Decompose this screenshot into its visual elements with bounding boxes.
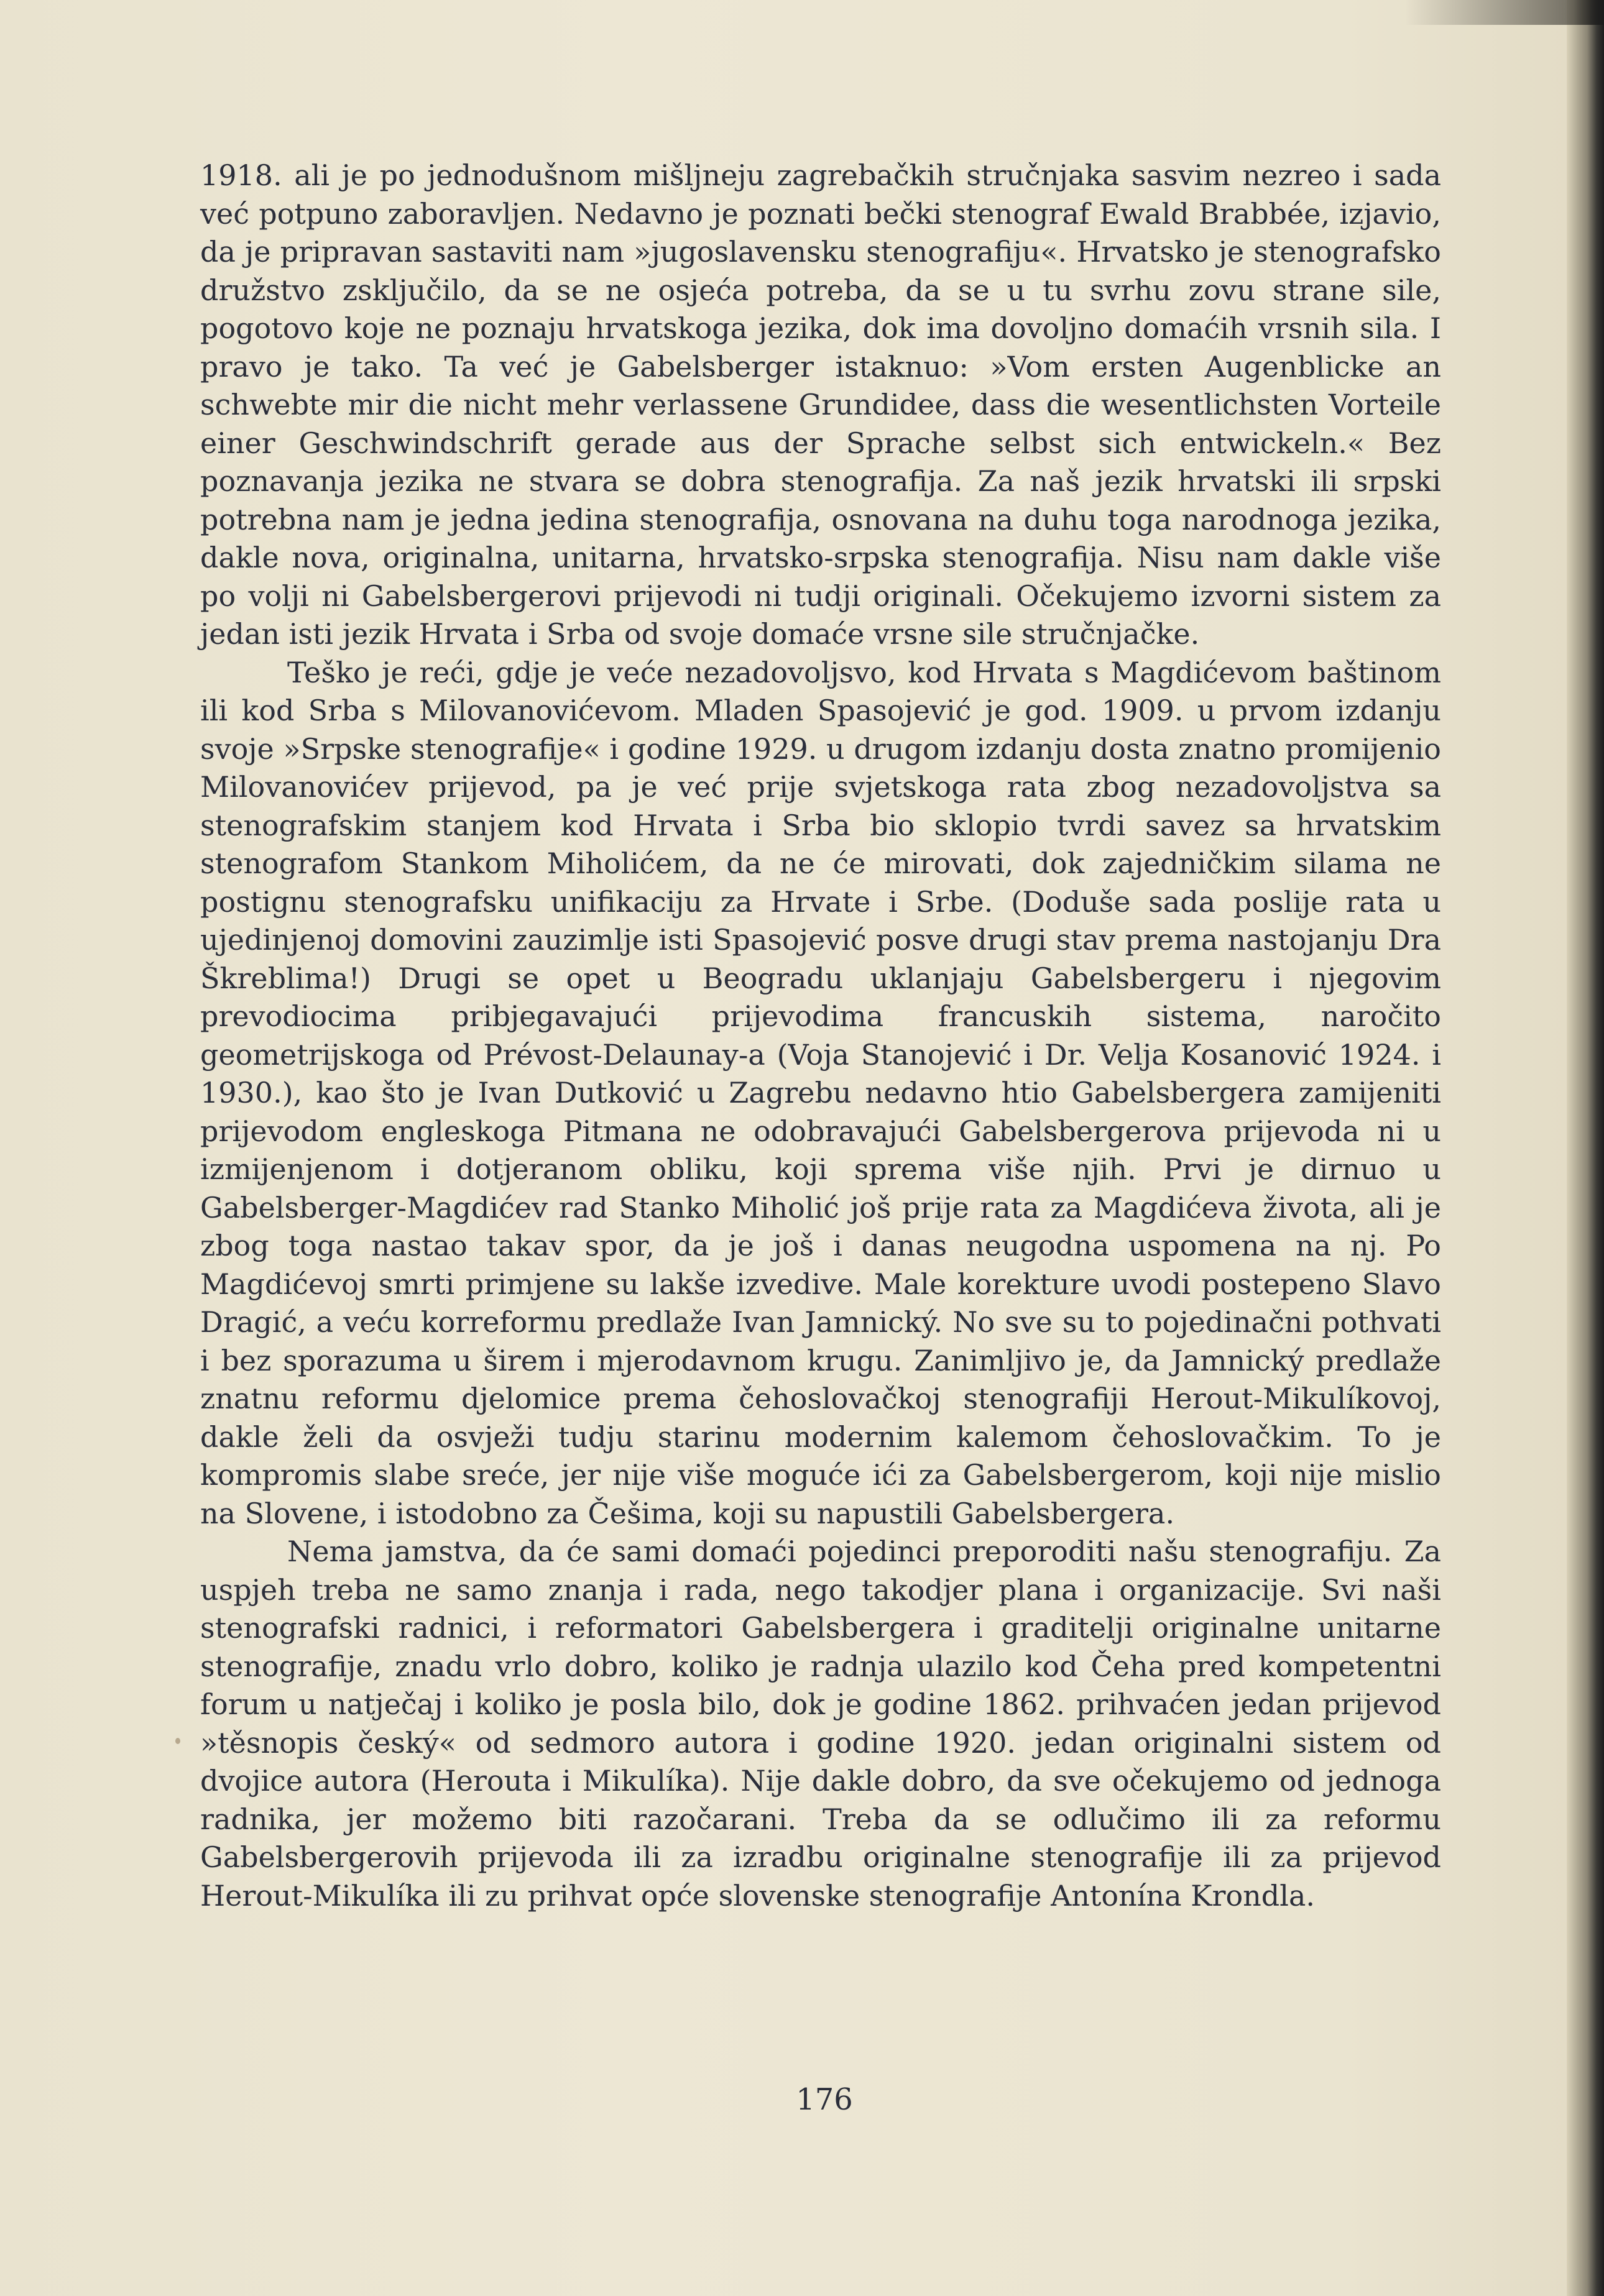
page-edge-shadow xyxy=(1567,0,1604,2296)
paragraph-1: 1918. ali je po jednodušnom mišljneju zagrebačkih stručnjaka sasvim nezreo i sada već potpuno zaboravljen. Nedavno je poznati bečki stenograf Ewald Brabbée, izjavio, da je pripravan sastaviti nam »jugoslavensku stenografiju«. Hrvatsko je stenografsko družstvo zsključilo, da se ne osjeća potreba, da se u tu svrhu zovu strane sile, pogotovo koje ne poznaju hrvatskoga jezika, dok ima dovoljno domaćih vrsnih sila. I pravo je tako. Ta već je Gabelsberger istaknuo: »Vom ersten Augenblicke an schwebte mir die nicht mehr verlassene Grundidee, dass die wesentlichsten Vorteile einer Geschwindschrift gerade aus der Sprache selbst sich entwickeln.« Bez poznavanja jezika ne stvara se dobra stenografija. Za naš jezik hrvatski ili srpski potrebna nam je jedna jedina stenografija, osnovana na duhu toga narodnoga jezika, dakle nova, originalna, unitarna, hrvatsko-srpska stenografija. Nisu nam dakle više po volji ni Gabelsbergerovi prijevodi ni tudji originali. Očekujemo izvorni sistem za jedan isti jezik Hrvata i Srba od svoje domaće vrsne sile stručnjačke. xyxy=(200,158,1441,651)
top-corner-shadow xyxy=(1405,0,1604,25)
paragraph-2: Teško je reći, gdje je veće nezadovoljsvo, kod Hrvata s Magdićevom baštinom ili kod Srba s Milovanovićevom. Mladen Spasojević je god. 1909. u prvom izdanju svoje »Srpske stenografije« i godine 1929. u drugom izdanju dosta znatno promijenio Milovanovićev prijevod, pa je već prije svjetskoga rata zbog nezadovoljstva sa stenografskim stanjem kod Hrvata i Srba bio sklopio tvrdi savez sa hrvatskim stenografom Stankom Miholićem, da ne će mirovati, dok zajedničkim silama ne postignu stenografsku unifikaciju za Hrvate i Srbe. (Doduše sada poslije rata u ujedinjenoj domovini zauzimlje isti Spasojević posve drugi stav prema nastojanju Dra Škreblima!) Drugi se opet u Beogradu uklanjaju Gabelsbergeru i njegovim prevodiocima pribjegavajući prijevodima francuskih sistema, naročito geometrijskoga od Prévost-Delaunay-a (Voja Stanojević i Dr. Velja Kosanović 1924. i 1930.), kao što je Ivan Dutković u Zagrebu nedavno htio Gabelsbergera zamijeniti prijevodom engleskoga Pitmana ne odobravajući Gabelsbergerova prijevoda ni u izmijenjenom i dotjeranom obliku, koji sprema više njih. Prvi je dirnuo u Gabelsberger-Magdićev rad Stanko Miholić još prije rata za Magdićeva života, ali je zbog toga nastao takav spor, da je još i danas neugodna uspomena na nj. Po Magdićevoj smrti primjene su lakše izvedive. Male korekture uvodi postepeno Slavo Dragić, a veću korreformu predlaže Ivan Jamnický. No sve su to pojedinačni pothvati i bez sporazuma u širem i mjerodavnom krugu. Zanimljivo je, da Jamnický predlaže znatnu reformu djelomice prema čehoslovačkoj stenografiji Herout-Mikulíkovoj, dakle želi da osvježi tudju starinu modernim kalemom čehoslovačkim. To je kompromis slabe sreće, jer nije više moguće ići za Gabelsbergerom, koji nije mislio na Slovene, i istodobno za Češima, koji su napustili Gabelsbergera. xyxy=(200,655,1441,1530)
paragraph-3: Nema jamstva, da će sami domaći pojedinci preporoditi našu stenografiju. Za uspjeh treba ne samo znanja i rada, nego takodjer plana i organizacije. Svi naši stenografski radnici, i reformatori Gabelsbergera i graditelji originalne unitarne stenografije, znadu vrlo dobro, koliko je radnja ulazilo kod Čeha pred kompetentni forum u natječaj i koliko je posla bilo, dok je godine 1862. prihvaćen jedan prijevod »těsnopis český« od sedmoro autora i godine 1920. jedan originalni sistem od dvojice autora (Herouta i Mikulíka). Nije dakle dobro, da sve očekujemo od jednoga radnika, jer možemo biti razočarani. Treba da se odlučimo ili za reformu Gabelsbergerovih prijevoda ili za izradbu originalne stenografije ili za prijevod Herout-Mikulíka ili zu prihvat opće slovenske stenografije Antonína Krondla. xyxy=(200,1535,1441,1913)
page-number: 176 xyxy=(796,2082,853,2117)
margin-mark xyxy=(175,1738,180,1744)
body-text xyxy=(200,157,1441,1915)
